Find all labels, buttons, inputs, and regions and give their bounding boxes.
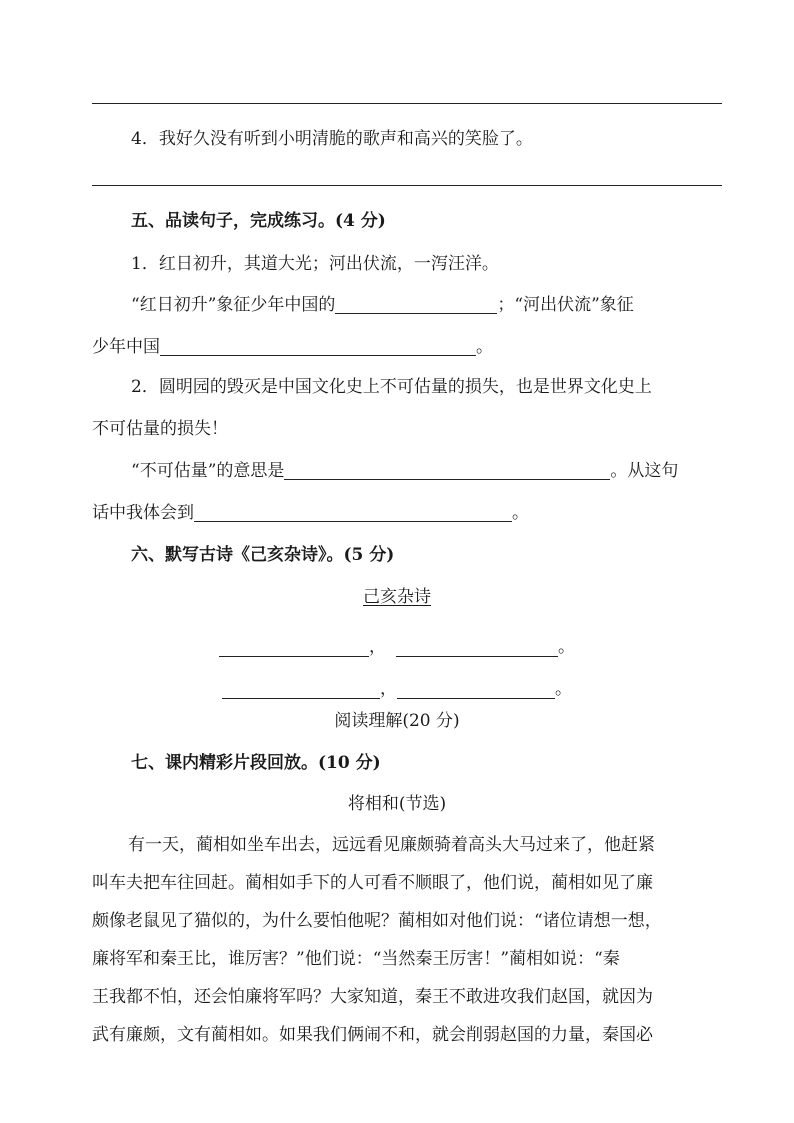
answer-line xyxy=(92,185,722,186)
prompt-text: “河出伏流”象征 xyxy=(514,295,634,315)
period: 。 xyxy=(558,637,575,657)
passage-line: 颇像老鼠见了猫似的，为什么要怕他呢？蔺相如对他们说：“诸位请想一想， xyxy=(92,911,662,931)
question-4: 4．我好久没有听到小明清脆的歌声和高兴的笑脸了。 xyxy=(131,129,533,149)
fill-blank[interactable] xyxy=(396,640,558,657)
fill-blank[interactable] xyxy=(284,463,610,480)
end-punct: 。 xyxy=(476,337,493,357)
fill-blank[interactable] xyxy=(160,339,476,356)
passage-line: 王我都不怕，还会怕廉将军吗？大家知道，秦王不敢进攻我们赵国，就因为 xyxy=(92,987,653,1007)
passage-line: 廉将军和秦王比，谁厉害？”他们说：“当然秦王厉害！”蔺相如说：“秦 xyxy=(92,949,620,969)
section-5-item-2-fill-b xyxy=(92,505,529,522)
fill-blank[interactable] xyxy=(219,640,369,657)
separator-text: ； xyxy=(497,295,515,315)
passage-body xyxy=(92,826,704,1054)
end-punct: 。 xyxy=(512,503,529,523)
prompt-text: “不可估量”的意思是 xyxy=(131,461,285,481)
passage-title: 将相和(节选) xyxy=(347,794,447,814)
prompt-text: “红日初升”象征少年中国的 xyxy=(131,295,336,315)
passage-line: 叫车夫把车往回赶。蔺相如手下的人可看不顺眼了，他们说，蔺相如见了廉 xyxy=(92,873,653,893)
passage-line: 武有廉颇，文有蔺相如。如果我们俩闹不和，就会削弱赵国的力量，秦国必 xyxy=(92,1025,653,1045)
section-6-title: 六、默写古诗《己亥杂诗》。(5 分) xyxy=(131,545,395,565)
poem-title-row xyxy=(0,589,794,606)
section-7-title: 七、课内精彩片段回放。(10 分) xyxy=(131,753,381,773)
prompt-text: 少年中国 xyxy=(92,337,160,357)
prompt-text: 话中我体会到 xyxy=(92,503,194,523)
section-5-item-2-cont: 不可估量的损失！ xyxy=(92,419,228,439)
passage-line: 有一天，蔺相如坐车出去，远远看见廉颇骑着高头大马过来了，他赶紧 xyxy=(128,835,655,855)
poem-line-2 xyxy=(0,674,794,699)
comma: ， xyxy=(380,679,397,699)
period: 。 xyxy=(555,679,572,699)
fill-blank[interactable] xyxy=(397,682,555,699)
reading-heading: 阅读理解(20 分) xyxy=(334,711,460,731)
section-5-item-2: 2．圆明园的毁灭是中国文化史上不可估量的损失，也是世界文化史上 xyxy=(131,377,652,397)
fill-blank[interactable] xyxy=(194,505,512,522)
section-5-item-1-fill-b xyxy=(92,339,493,356)
section-5-item-2-fill-a xyxy=(131,463,678,480)
fill-blank[interactable] xyxy=(222,682,380,699)
section-5-title: 五、品读句子，完成练习。(4 分) xyxy=(131,211,386,231)
fill-blank[interactable] xyxy=(335,297,497,314)
poem-line-1 xyxy=(0,632,794,657)
section-5-item-1-fill-a xyxy=(131,297,634,314)
answer-line xyxy=(92,103,722,104)
section-5-item-1: 1．红日初升，其道大光；河出伏流，一泻汪洋。 xyxy=(131,254,499,274)
comma: ， xyxy=(369,637,386,657)
prompt-text: 。从这句 xyxy=(610,461,679,481)
poem-title: 己亥杂诗 xyxy=(363,587,431,607)
